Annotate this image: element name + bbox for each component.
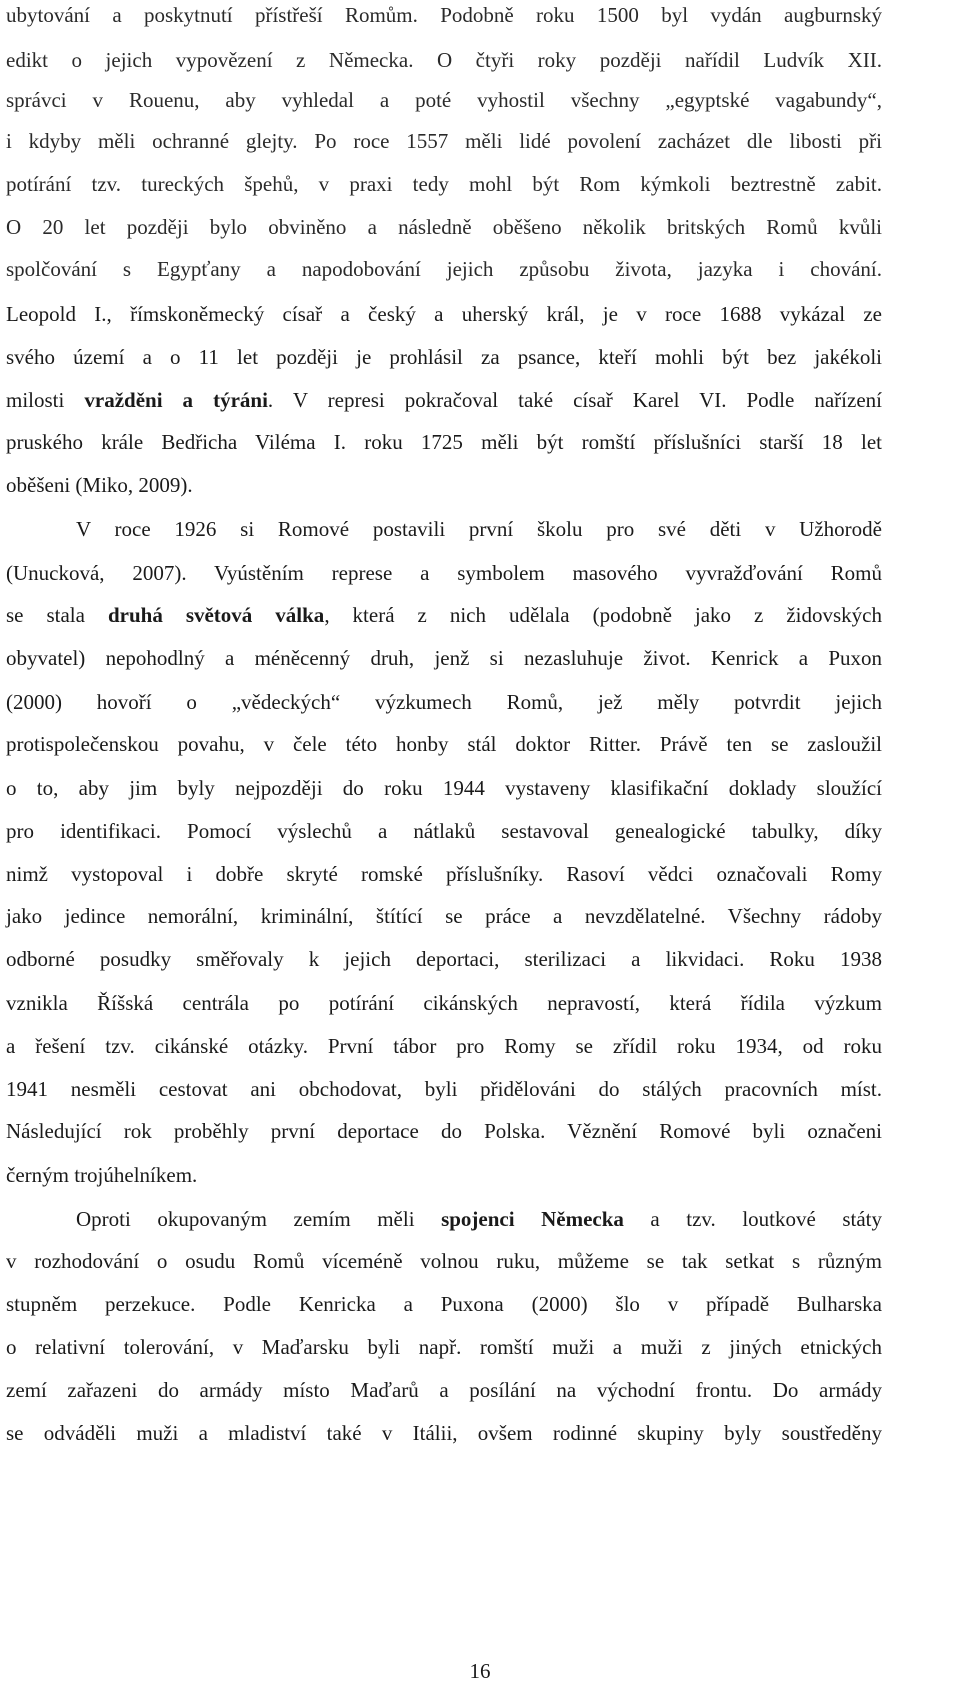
text-line: V roce 1926 si Romové postavili první školu pro své děti v Užhorodě xyxy=(76,517,882,541)
text-line: obyvatel) nepohodlný a méněcenný druh, jenž si nezasluhuje život. Kenrick a Puxon xyxy=(6,646,882,670)
text-line: Následující rok proběhly první deportace do Polska. Věznění Romové byli označeni xyxy=(6,1119,882,1143)
text-segment: se stala xyxy=(6,603,108,627)
text-line: (Unucková, 2007). Vyústěním represe a symbolem masového vyvražďování Romů xyxy=(6,561,882,585)
text-line: černým trojúhelníkem. xyxy=(6,1163,198,1187)
text-line: svého území a o 11 let později je prohlásil za psance, kteří mohli být bez jakékoli xyxy=(6,345,882,369)
text-segment: Oproti okupovaným zemím měli xyxy=(76,1207,442,1231)
text-line: 1941 nesměli cestovat ani obchodovat, byli přidělováni do stálých pracovních míst. xyxy=(6,1077,882,1101)
text-line: odborné posudky směřovaly k jejich deportaci, sterilizaci a likvidaci. Roku 1938 xyxy=(6,947,882,971)
emphasized-text: spojenci Německa xyxy=(441,1207,624,1231)
text-line: vznikla Říšská centrála po potírání cikánských nepravostí, která řídila výzkum xyxy=(6,991,882,1015)
text-line: nimž vystopoval i dobře skryté romské příslušníky. Rasoví vědci označovali Romy xyxy=(6,862,882,886)
text-line: stupněm perzekuce. Podle Kenricka a Puxona (2000) šlo v případě Bulharska xyxy=(6,1292,882,1316)
text-line: potírání tzv. tureckých špehů, v praxi tedy mohl být Rom kýmkoli beztrestně zabit. xyxy=(6,172,882,196)
text-line: se odváděli muži a mladiství také v Itálii, ovšem rodinné skupiny byly soustředěny xyxy=(6,1421,882,1445)
text-line: v rozhodování o osudu Romů víceméně volnou ruku, můžeme se tak setkat s různým xyxy=(6,1249,882,1273)
text-line xyxy=(76,1206,882,1232)
text-line xyxy=(6,602,882,628)
text-line: zemí zařazeni do armády místo Maďarů a posílání na východní frontu. Do armády xyxy=(6,1378,882,1402)
text-segment: milosti xyxy=(6,388,85,412)
text-line: edikt o jejich vypovězení z Německa. O čtyři roky později nařídil Ludvík XII. xyxy=(6,48,882,72)
text-line: oběšeni (Miko, 2009). xyxy=(6,473,193,497)
text-line: o to, aby jim byly nejpozději do roku 1944 vystaveny klasifikační doklady sloužící xyxy=(6,776,882,800)
text-line: (2000) hovoří o „vědeckých“ výzkumech Romů, jež měly potvrdit jejich xyxy=(6,690,882,714)
text-segment: . V represi pokračoval také císař Karel VI. Podle nařízení xyxy=(267,388,882,412)
text-segment: a tzv. loutkové státy xyxy=(623,1207,883,1231)
text-line: pruského krále Bedřicha Viléma I. roku 1725 měli být romští příslušníci starší 18 let xyxy=(6,430,882,454)
emphasized-text: druhá světová válka xyxy=(107,603,325,627)
page-number: 16 xyxy=(469,1659,491,1683)
text-line: spolčování s Egypťany a napodobování jejich způsobu života, jazyka i chování. xyxy=(6,257,882,281)
text-line: i kdyby měli ochranné glejty. Po roce 1557 měli lidé povolení zacházet dle libosti při xyxy=(6,129,882,153)
emphasized-text: vražděni a týráni xyxy=(84,388,268,412)
text-line: a řešení tzv. cikánské otázky. První tábor pro Romy se zřídil roku 1934, od roku xyxy=(6,1034,882,1058)
text-line: Leopold I., římskoněmecký císař a český a uherský král, je v roce 1688 vykázal ze xyxy=(6,302,882,326)
text-line: protispolečenskou povahu, v čele této honby stál doktor Ritter. Právě ten se zasloužil xyxy=(6,732,882,756)
text-line: pro identifikaci. Pomocí výslechů a nátlaků sestavoval genealogické tabulky, díky xyxy=(6,819,882,843)
text-line: správci v Rouenu, aby vyhledal a poté vyhostil všechny „egyptské vagabundy“, xyxy=(6,88,882,112)
text-line: o relativní tolerování, v Maďarsku byli např. romští muži a muži z jiných etnických xyxy=(6,1335,882,1359)
text-line: O 20 let později bylo obviněno a následně oběšeno několik britských Romů kvůli xyxy=(6,215,882,239)
text-segment: , která z nich udělala (podobně jako z židovských xyxy=(324,603,883,627)
text-line xyxy=(6,387,882,413)
text-line: jako jedince nemorální, kriminální, štítící se práce a nevzdělatelné. Všechny rádoby xyxy=(6,904,882,928)
text-line: ubytování a poskytnutí přístřeší Romům. Podobně roku 1500 byl vydán augburnský xyxy=(6,3,882,27)
